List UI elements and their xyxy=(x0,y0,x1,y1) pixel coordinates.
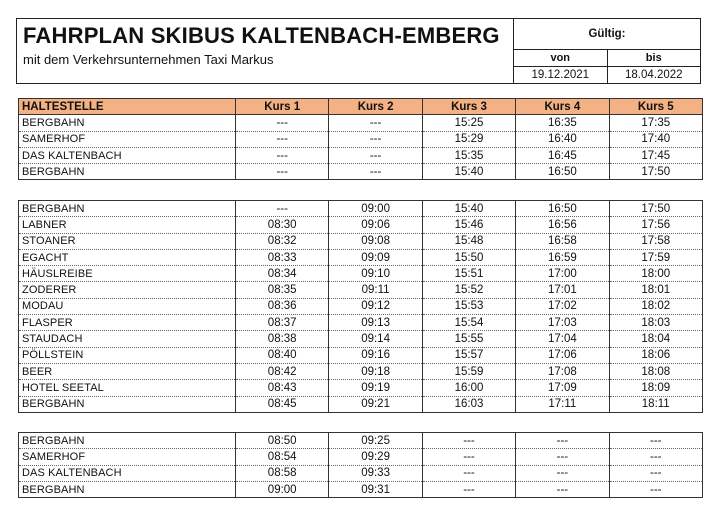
validity-from-date: 19.12.2021 xyxy=(531,69,590,81)
departure-time: --- xyxy=(236,115,329,131)
stop-name: EGACHT xyxy=(19,249,236,265)
departure-time: 17:50 xyxy=(609,164,702,180)
departure-time: 09:31 xyxy=(329,481,422,497)
departure-time: --- xyxy=(422,433,515,449)
departure-time: 17:35 xyxy=(609,115,702,131)
departure-time: --- xyxy=(609,481,702,497)
departure-time: --- xyxy=(329,147,422,163)
departure-time: 16:50 xyxy=(516,201,609,217)
departure-time: --- xyxy=(236,164,329,180)
table-row xyxy=(19,363,703,379)
stop-name: BERGBAHN xyxy=(19,201,236,217)
departure-time: --- xyxy=(609,433,702,449)
departure-time: 09:08 xyxy=(329,233,422,249)
timetable-header xyxy=(16,18,701,84)
column-header-kurs-4: Kurs 4 xyxy=(516,99,609,115)
departure-time: 08:34 xyxy=(236,266,329,282)
departure-time: 09:10 xyxy=(329,266,422,282)
stop-name: MODAU xyxy=(19,298,236,314)
departure-time: 16:45 xyxy=(516,147,609,163)
departure-time: 08:35 xyxy=(236,282,329,298)
departure-time: 09:33 xyxy=(329,465,422,481)
table-row xyxy=(19,433,703,449)
stop-name: BEER xyxy=(19,363,236,379)
departure-time: 18:02 xyxy=(609,298,702,314)
table-row xyxy=(19,331,703,347)
stop-name: BERGBAHN xyxy=(19,115,236,131)
departure-time: 09:11 xyxy=(329,282,422,298)
departure-time: 09:06 xyxy=(329,217,422,233)
departure-time: 17:06 xyxy=(516,347,609,363)
departure-time: 08:43 xyxy=(236,380,329,396)
departure-time: 15:53 xyxy=(422,298,515,314)
departure-time: 18:04 xyxy=(609,331,702,347)
validity-to-date: 18.04.2022 xyxy=(624,69,683,81)
departure-time: 17:00 xyxy=(516,266,609,282)
departure-time: --- xyxy=(422,465,515,481)
departure-time: 16:56 xyxy=(516,217,609,233)
table-row xyxy=(19,131,703,147)
table-row xyxy=(19,266,703,282)
departure-time: --- xyxy=(329,115,422,131)
departure-time: 15:52 xyxy=(422,282,515,298)
departure-time: 17:11 xyxy=(516,396,609,412)
departure-time: --- xyxy=(516,465,609,481)
departure-time: 15:50 xyxy=(422,249,515,265)
departure-time: 08:50 xyxy=(236,433,329,449)
stop-name: STOANER xyxy=(19,233,236,249)
table-row xyxy=(19,347,703,363)
departure-time: 17:04 xyxy=(516,331,609,347)
departure-time: 15:35 xyxy=(422,147,515,163)
departure-time: 17:02 xyxy=(516,298,609,314)
departure-time: 17:50 xyxy=(609,201,702,217)
departure-time: 08:58 xyxy=(236,465,329,481)
table-row xyxy=(19,233,703,249)
departure-time: 08:45 xyxy=(236,396,329,412)
stop-name: SAMERHOF xyxy=(19,131,236,147)
departure-time: 17:59 xyxy=(609,249,702,265)
departure-time: 18:06 xyxy=(609,347,702,363)
departure-time: 09:29 xyxy=(329,449,422,465)
departure-time: 16:59 xyxy=(516,249,609,265)
departure-time: 09:25 xyxy=(329,433,422,449)
stop-name: STAUDACH xyxy=(19,331,236,347)
stop-name: SAMERHOF xyxy=(19,449,236,465)
departure-time: 15:25 xyxy=(422,115,515,131)
departure-time: 16:35 xyxy=(516,115,609,131)
timetable-block-2 xyxy=(18,200,703,413)
column-header-stop: HALTESTELLE xyxy=(19,99,236,115)
table-row xyxy=(19,396,703,412)
table-row xyxy=(19,217,703,233)
departure-time: 18:11 xyxy=(609,396,702,412)
departure-time: --- xyxy=(329,131,422,147)
departure-time: 15:55 xyxy=(422,331,515,347)
departure-time: 17:09 xyxy=(516,380,609,396)
stop-name: PÖLLSTEIN xyxy=(19,347,236,363)
table-row xyxy=(19,315,703,331)
departure-time: 08:38 xyxy=(236,331,329,347)
departure-time: 16:58 xyxy=(516,233,609,249)
departure-time: 09:21 xyxy=(329,396,422,412)
stop-name: DAS KALTENBACH xyxy=(19,147,236,163)
table-row xyxy=(19,249,703,265)
departure-time: 17:56 xyxy=(609,217,702,233)
table-row xyxy=(19,164,703,180)
departure-time: 08:30 xyxy=(236,217,329,233)
departure-time: 17:40 xyxy=(609,131,702,147)
stop-name: BERGBAHN xyxy=(19,481,236,497)
departure-time: --- xyxy=(329,164,422,180)
departure-time: 17:08 xyxy=(516,363,609,379)
departure-time: 09:14 xyxy=(329,331,422,347)
timetable-block-3 xyxy=(18,432,703,498)
departure-time: 15:57 xyxy=(422,347,515,363)
departure-time: 16:40 xyxy=(516,131,609,147)
page-subtitle: mit dem Verkehrsunternehmen Taxi Markus xyxy=(23,52,274,67)
validity-dates xyxy=(514,50,700,83)
departure-time: 08:54 xyxy=(236,449,329,465)
departure-time: 09:18 xyxy=(329,363,422,379)
departure-time: --- xyxy=(236,131,329,147)
departure-time: 15:59 xyxy=(422,363,515,379)
column-header-row xyxy=(19,99,703,115)
page-title: FAHRPLAN SKIBUS KALTENBACH-EMBERG xyxy=(23,23,500,48)
stop-name: ZODERER xyxy=(19,282,236,298)
departure-time: 16:03 xyxy=(422,396,515,412)
departure-time: 09:09 xyxy=(329,249,422,265)
stop-name: HÄUSLREIBE xyxy=(19,266,236,282)
departure-time: 15:54 xyxy=(422,315,515,331)
stop-name: FLASPER xyxy=(19,315,236,331)
departure-time: 15:48 xyxy=(422,233,515,249)
departure-time: 09:12 xyxy=(329,298,422,314)
departure-time: 17:03 xyxy=(516,315,609,331)
column-header-kurs-5: Kurs 5 xyxy=(609,99,702,115)
departure-time: 08:32 xyxy=(236,233,329,249)
validity-from-label: von xyxy=(514,50,607,67)
column-header-kurs-1: Kurs 1 xyxy=(236,99,329,115)
table-row xyxy=(19,465,703,481)
validity-label: Gültig: xyxy=(514,19,700,50)
departure-time: 18:01 xyxy=(609,282,702,298)
validity-from xyxy=(514,50,607,83)
departure-time: 08:40 xyxy=(236,347,329,363)
departure-time: 08:37 xyxy=(236,315,329,331)
departure-time: 18:09 xyxy=(609,380,702,396)
departure-time: --- xyxy=(516,433,609,449)
departure-time: 15:40 xyxy=(422,164,515,180)
departure-time: 15:46 xyxy=(422,217,515,233)
departure-time: 09:00 xyxy=(329,201,422,217)
stop-name: DAS KALTENBACH xyxy=(19,465,236,481)
stop-name: LABNER xyxy=(19,217,236,233)
departure-time: 18:03 xyxy=(609,315,702,331)
departure-time: 08:33 xyxy=(236,249,329,265)
column-header-kurs-2: Kurs 2 xyxy=(329,99,422,115)
departure-time: 15:29 xyxy=(422,131,515,147)
stop-name: BERGBAHN xyxy=(19,164,236,180)
departure-time: --- xyxy=(422,481,515,497)
departure-time: --- xyxy=(609,465,702,481)
departure-time: --- xyxy=(236,201,329,217)
departure-time: 08:36 xyxy=(236,298,329,314)
stop-name: BERGBAHN xyxy=(19,396,236,412)
validity-to-label: bis xyxy=(608,50,701,67)
departure-time: 15:40 xyxy=(422,201,515,217)
table-row xyxy=(19,449,703,465)
departure-time: --- xyxy=(422,449,515,465)
table-row xyxy=(19,147,703,163)
departure-time: 09:19 xyxy=(329,380,422,396)
validity-box xyxy=(513,19,700,83)
departure-time: --- xyxy=(236,147,329,163)
departure-time: 16:00 xyxy=(422,380,515,396)
table-row xyxy=(19,298,703,314)
departure-time: 17:45 xyxy=(609,147,702,163)
departure-time: 09:16 xyxy=(329,347,422,363)
departure-time: 17:01 xyxy=(516,282,609,298)
departure-time: 16:50 xyxy=(516,164,609,180)
departure-time: 18:00 xyxy=(609,266,702,282)
table-row xyxy=(19,380,703,396)
table-row xyxy=(19,201,703,217)
departure-time: --- xyxy=(609,449,702,465)
departure-time: 17:58 xyxy=(609,233,702,249)
departure-time: 08:42 xyxy=(236,363,329,379)
stop-name: HOTEL SEETAL xyxy=(19,380,236,396)
departure-time: 09:00 xyxy=(236,481,329,497)
column-header-kurs-3: Kurs 3 xyxy=(422,99,515,115)
title-block xyxy=(17,19,513,83)
stop-name: BERGBAHN xyxy=(19,433,236,449)
departure-time: --- xyxy=(516,449,609,465)
table-row xyxy=(19,115,703,131)
departure-time: --- xyxy=(516,481,609,497)
table-row xyxy=(19,481,703,497)
timetable-block-1 xyxy=(18,98,703,180)
departure-time: 15:51 xyxy=(422,266,515,282)
departure-time: 09:13 xyxy=(329,315,422,331)
validity-to xyxy=(607,50,701,83)
table-row xyxy=(19,282,703,298)
departure-time: 18:08 xyxy=(609,363,702,379)
